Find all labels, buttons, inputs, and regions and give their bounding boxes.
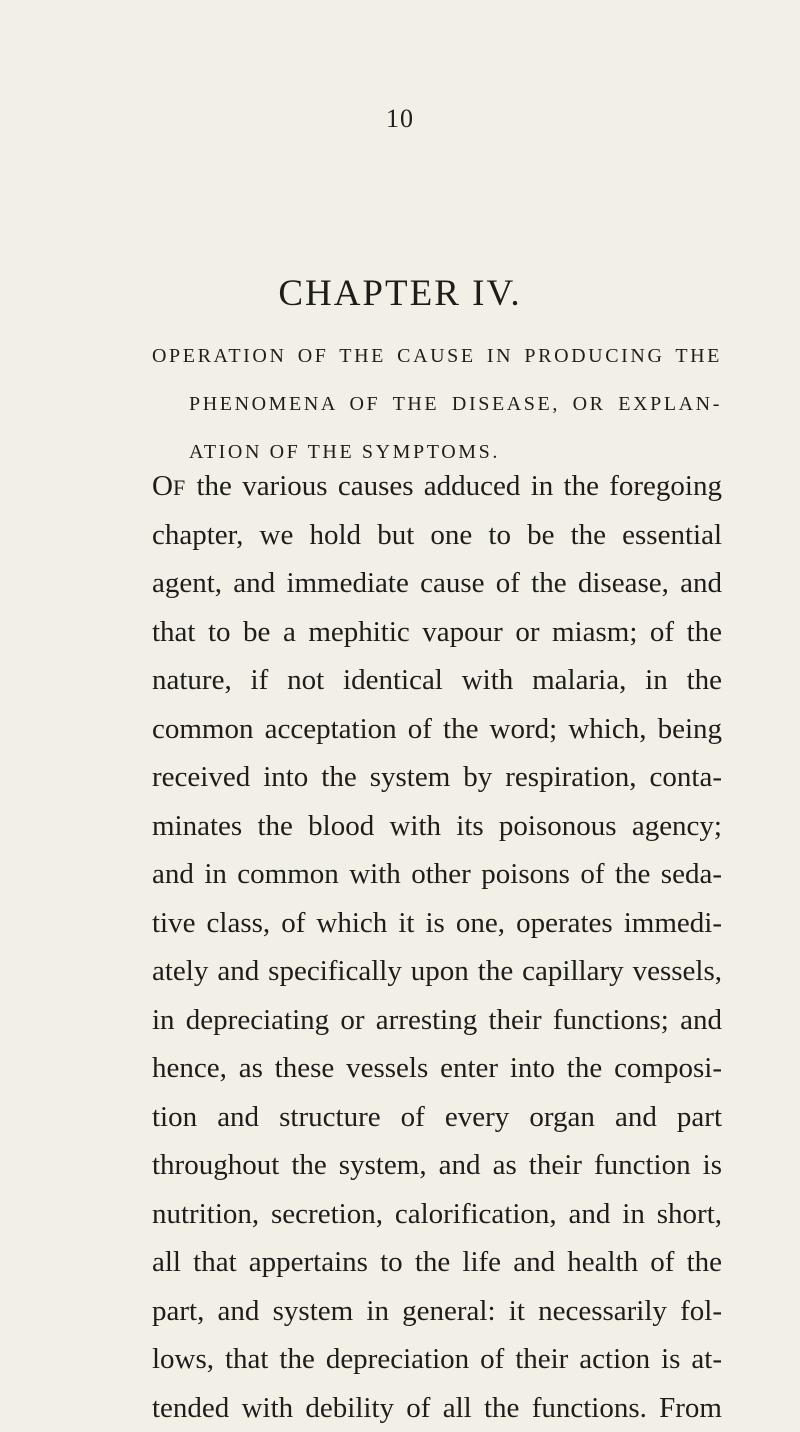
- text-line: that to be a mephitic vapour or miasm; of the: [152, 608, 722, 657]
- text-line: [152, 462, 722, 511]
- chapter-title: CHAPTER IV.: [0, 272, 800, 315]
- subtitle-line: PHENOMENA OF THE DISEASE, OR EXPLAN-: [189, 391, 722, 417]
- text-line: minates the blood with its poisonous agency;: [152, 802, 722, 851]
- page-number: 10: [0, 104, 800, 134]
- text-line: ately and specifically upon the capillary vessels,: [152, 947, 722, 996]
- subtitle-line: ATION OF THE SYMPTOMS.: [189, 439, 500, 465]
- text-line: tive class, of which it is one, operates immedi-: [152, 899, 722, 948]
- subtitle-line: OPERATION OF THE CAUSE IN PRODUCING THE: [152, 343, 722, 369]
- body-paragraph: [152, 462, 722, 1432]
- text-line: tion and structure of every organ and part: [152, 1093, 722, 1142]
- text-line: received into the system by respiration, conta-: [152, 753, 722, 802]
- text-line: part, and system in general: it necessarily fol-: [152, 1287, 722, 1336]
- smallcap-letter: F: [173, 475, 186, 500]
- text-line: hence, as these vessels enter into the composi-: [152, 1044, 722, 1093]
- text-line: nature, if not identical with malaria, in the: [152, 656, 722, 705]
- dropcap-letter: O: [152, 470, 173, 502]
- text-line: throughout the system, and as their function is: [152, 1141, 722, 1190]
- text-line: in depreciating or arresting their functions; and: [152, 996, 722, 1045]
- text-line: lows, that the depreciation of their action is at-: [152, 1335, 722, 1384]
- text-line: all that appertains to the life and health of the: [152, 1238, 722, 1287]
- text-line: tended with debility of all the functions. From: [152, 1384, 722, 1432]
- text-line: nutrition, secretion, calorification, and in short,: [152, 1190, 722, 1239]
- text-line: common acceptation of the word; which, being: [152, 705, 722, 754]
- text-line: chapter, we hold but one to be the essential: [152, 511, 722, 560]
- first-line-text: the various causes adduced in the foregoing: [186, 470, 722, 502]
- text-line: and in common with other poisons of the seda-: [152, 850, 722, 899]
- text-line: agent, and immediate cause of the disease, and: [152, 559, 722, 608]
